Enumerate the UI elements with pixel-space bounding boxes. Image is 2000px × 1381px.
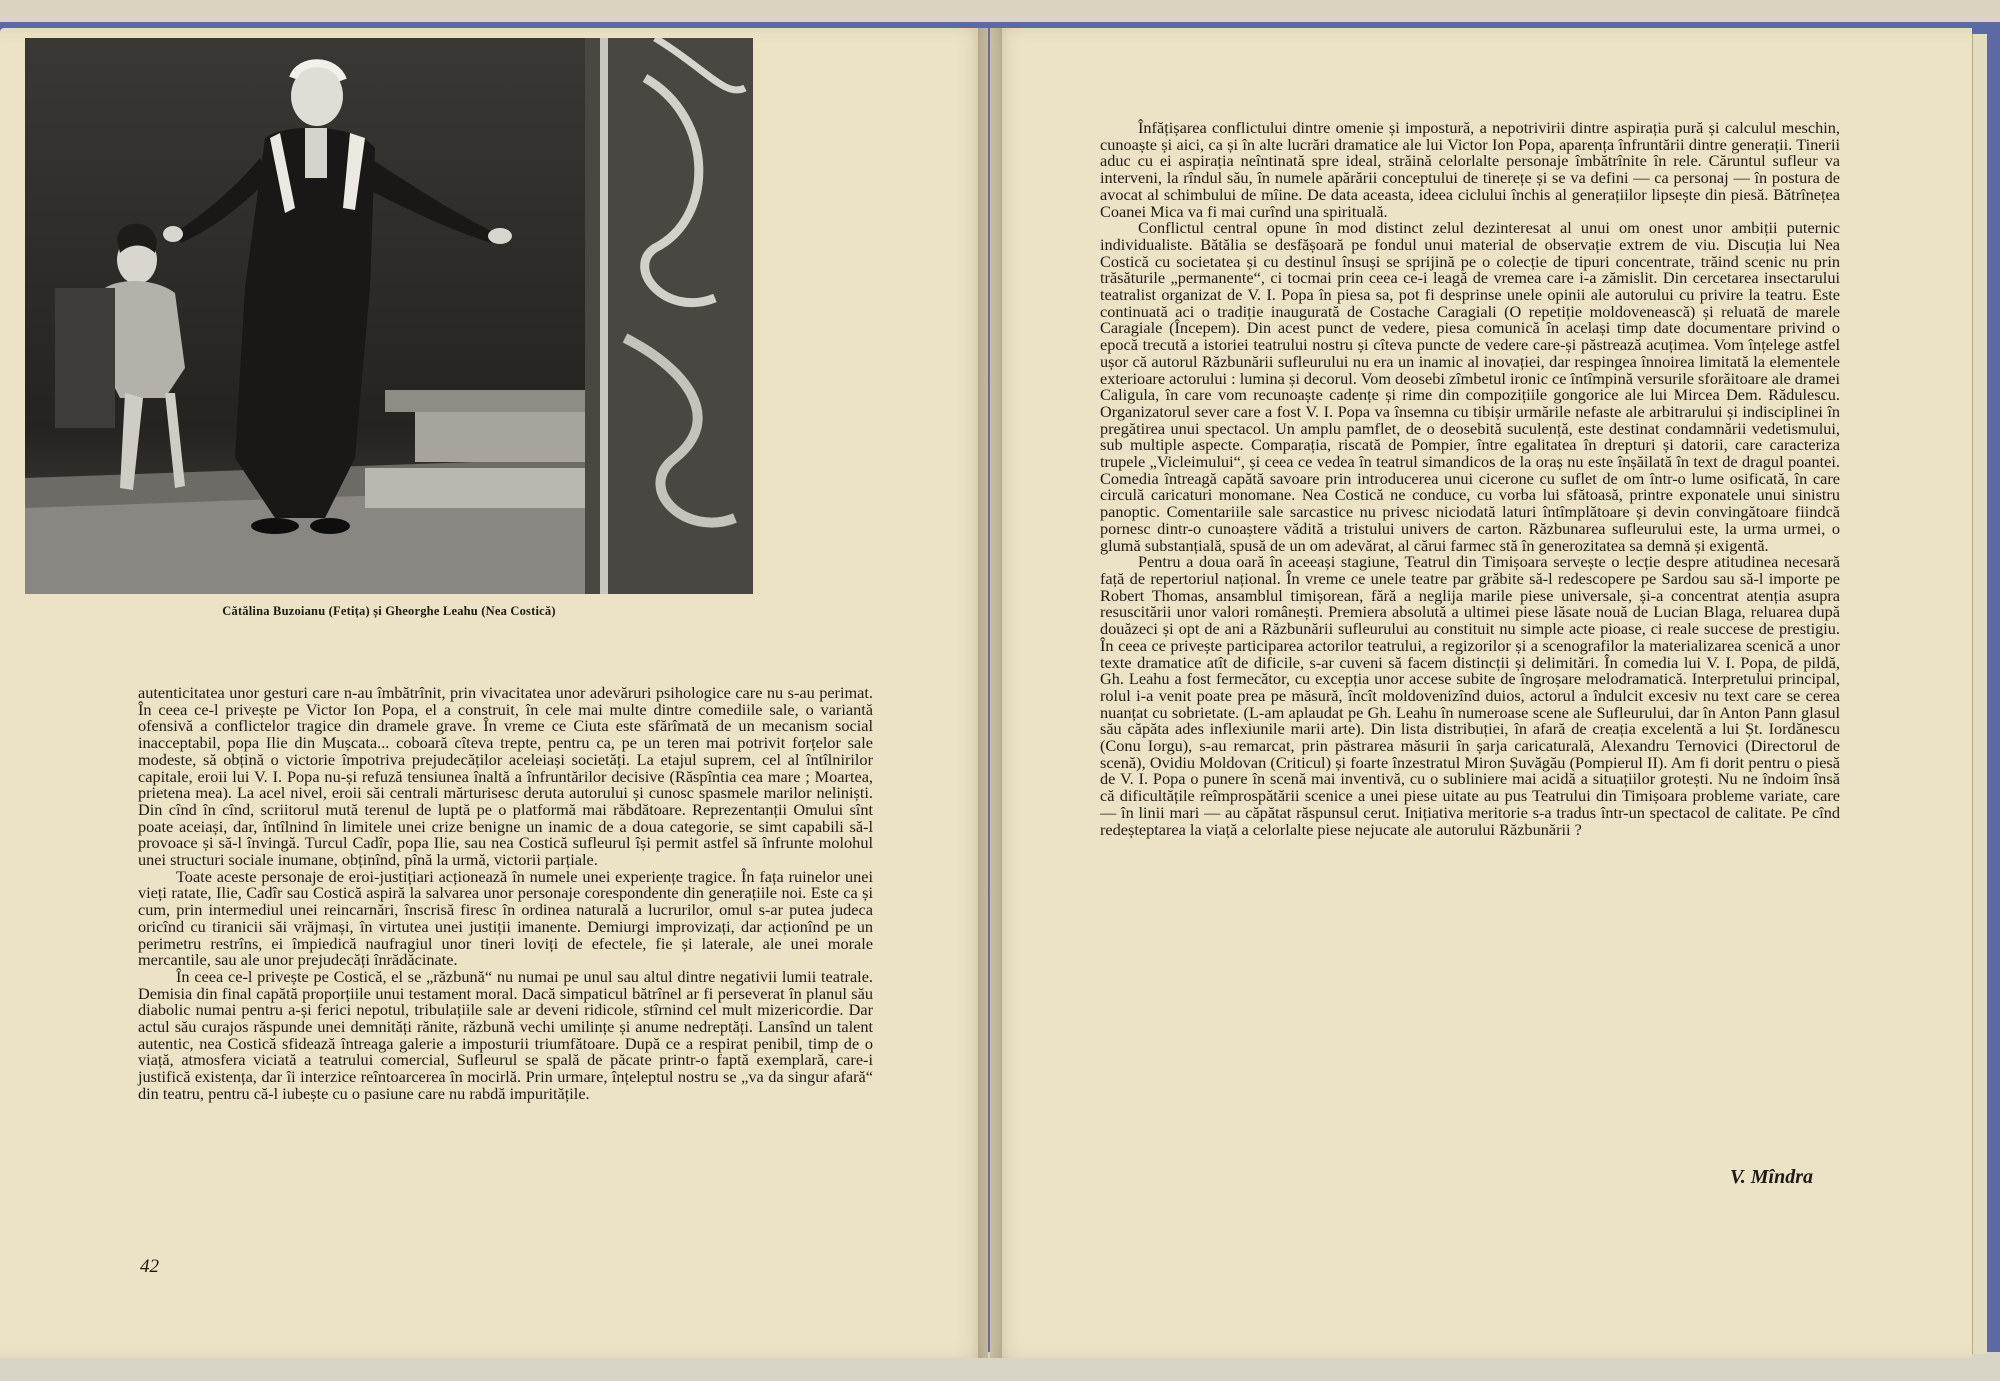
right-article-text	[1100, 120, 1840, 838]
left-paragraph-2: Toate aceste personaje de eroi-justițiari acționează în numele unei experiențe tragice. În fața ruinelor unei vieți ratate, Ilie, Cadîr sau Costică aspiră la salvarea unor personaje corespondente din generațiile noi. Este ca și cum, prin intermediul unei reincarnări, înscrisă firesc în ordinea naturală a lucrurilor, omul s-ar putea judeca oricînd cu tiranicii săi vrăjmași, în virtutea unei justiții imanente. Demiurgi improvizați, dar acționînd pe un perimetru restrîns, ei împiedică naufragiul unor tineri loviți de efectele, fie și laterale, ale unei morale mercantile, sau ale unor prejudecăți înrădăcinate.	[138, 866, 873, 970]
stage-photograph	[25, 38, 753, 594]
page-number: 42	[140, 1256, 159, 1277]
book-spine	[978, 28, 1002, 1358]
right-paragraph-1: Înfățișarea conflictului dintre omenie și impostură, a nepotrivirii dintre aspirația pură și calculul meschin, cunoaște și aici, ca și în alte lucrări dramatice ale lui Victor Ion Popa, aparența înfruntării dintre generații. Tinerii aduc cu ei aspirația neîntinată spre ideal, străină celorlalte personaje îmbătrînite în rele. Căruntul sufleur va interveni, la rîndul său, în numele apărării conceptului de tinerețe și se va defini — ca personaj — în postura de avocat al schimbului de mîine. De data aceasta, ideea ciclului închis al generațiilor lipsește din piesă. Bătrînețea Coanei Mica va fi mai curînd una spirituală.	[1100, 118, 1840, 221]
right-paragraph-2: Conflictul central opune în mod distinct zelul dezinteresat al unui om onest unor ambiții puternic individualiste. Bătălia se desfășoară pe fondul unui material de observație extrem de viu. Discuția lui Nea Costică cu societatea și cu destinul însuși se sprijină pe o colecție de tipuri concentrate, trăind scenic nu prin trăsăturile „permanente“, ci tocmai prin ceea ce-i leagă de vremea care i-a zămislit. Din cercetarea insectarului teatralist organizat de V. I. Popa în piesa sa, pot fi desprinse unele opinii ale autorului cu privire la teatru. Este continuată aci o tradiție inaugurată de Costache Caragiali (O repetiție moldovenească) și reluată de marele Caragiale (Începem). Din acest punct de vedere, piesa comunică în același timp date documentare privind o epocă trecută a istoriei teatrului nostru și cîteva puncte de vedere care-și păstrează acuțimea. Vom înțelege astfel ușor că autorul Răzbunării sufleurului nu era un inamic al inovației, dar respingea înnoirea limitată la elementele exterioare actorului : lumina și decorul. Vom deosebi zîmbetul ironic ce întîmpină versurile sforăitoare ale dramei Caligula, în care vom recunoaște cadențe și rime din compozițiile gongorice ale lui Mircea Dem. Rădulescu. Organizatorul sever care a fost V. I. Popa va însemna cu tibișir urmările nefaste ale arbitrarului și indisciplinei în pregătirea unui spectacol. Un amplu pamflet, de o deosebită suculență, este destinat condamnării vedetismului, sub multiple aspecte. Comparația, riscată de Pompier, între egalitatea în drepturi și datorii, care caracteriza trupele „Vicleimului“, și ceea ce vedea în teatrul simandicos de la oraș nu este înșăilată în text de dragul poantei. Comedia întreagă capătă savoare prin introducerea unui cicerone cu suflet de om într-o lume osificată, în care circulă caricaturi monomane. Nea Costică ne conduce, cu vorba lui sfătoasă, printre exponatele unui sinistru panoptic. Comentariile sale sarcastice nu privesc niciodată laturi întîmplătoare și devin convingătoare fiindcă pornesc dintr-o cunoaștere vădită a tristului univers de carton. Răzbunarea sufleurului este, la urma urmei, o glumă substanțială, spusă de un om adevărat, al cărui farmec stă în generozitatea sa demnă și exigentă.	[1100, 218, 1840, 555]
page-edge	[1972, 34, 1987, 1354]
photo-caption: Cătălina Buzoianu (Fetița) și Gheorghe Leahu (Nea Costică)	[222, 604, 556, 618]
right-paragraph-3: Pentru a doua oară în aceeași stagiune, Teatrul din Timișoara servește o lecție despre atitudinea necesară față de repertoriul național. În vreme ce unele teatre par grăbite să-l redescopere pe Sardou sau să-l importe pe Robert Thomas, ansamblul timișorean, fără a neglija marile piese universale, și-a concentrat atenția asupra resuscitării unor valori românești. Premiera absolută a ultimei piese lăsate nouă de Lucian Blaga, reluarea după douăzeci și opt de ani a Răzbunării sufleurului au constituit nu simple acte pioase, ci reale succese de prestigiu. În ceea ce privește participarea actorilor teatrului, a regizorilor și a scenografilor la materializarea scenică a unor texte dramatice atît de dificile, s-ar cuveni să facem distincții și delimitări. În comedia lui V. I. Popa, de pildă, Gh. Leahu a fost fermecător, cu excepția unor accese subite de îngroșare melodramatică. Interpretului principal, rolul i-a venit poate prea pe măsură, încît moldovenizînd duios, actorul a îndulcit excesiv nu text care se cerea nuanțat cu sobrietate. (L-am aplaudat pe Gh. Leahu în numeroase scene ale Sufleurului, dar în Anton Pann glasul său căpăta ades inflexiunile marii arte). Din lista distribuției, în afară de creația excelentă a lui Șt. Iordănescu (Conu Iorgu), s-au remarcat, prin păstrarea măsurii în șarja caricaturală, Alexandru Ternovici (Directorul de scenă), Ovidiu Moldovan (Criticul) și foarte înzestratul Miron Șuvăgău (Pompierul II). Am fi dorit pentru o piesă de V. I. Popa o punere în scenă mai inventivă, cu o subliniere mai acidă a situațiilor grotești. Nu ne îndoim însă că dificultățile reîmprospătării scenice a unei piese uitate au pus Teatrului din Timișoara probleme variate, care — în linii mari — au căpătat răspunsul cerut. Inițiativa meritorie s-a tradus într-un spectacol de calitate. Pe cînd redeșteptarea la viață a celorlalte piese nejucate ale autorului Răzbunării ?	[1100, 552, 1840, 839]
left-paragraph-1: autenticitatea unor gesturi care n-au îmbătrînit, prin vivacitatea unor adevăruri psihologice care nu s-au perimat. În ceea ce-l privește pe Victor Ion Popa, el a construit, în cele mai multe dintre comediile sale, o variantă ofensivă a conflictelor tragice din dramele grave. În vreme ce Ciuta este sfărîmată de un mecanism social inacceptabil, popa Ilie din Mușcata... coboară cîteva trepte, pentru ca, pe un teren mai potrivit forțelor sale modeste, să obțină o victorie împotriva prejudecăților aceleiași societăți. La etajul suprem, cel al întîlnirilor capitale, eroii lui V. I. Popa nu-și refuză tensiunea înaltă a înfruntărilor decisive (Răspîntia cea mare ; Moartea, prietena mea). La acel nivel, eroii săi centrali mărturisesc deruta autorului și cunosc spasmele marilor neliniști. Din cînd în cînd, scriitorul mută terenul de luptă pe o platformă mai răbdătoare. Reprezentanții Omului sînt poate aceiași, dar, întîlnind în limitele unei crize benigne un inamic de a doua categorie, se simt capabili să-l provoace și să-l învingă. Turcul Cadîr, popa Ilie, sau nea Costică sufleurul își permit astfel să înfrunte molohul unei structuri sociale inumane, obținînd, pînă la urmă, victorii parțiale.	[138, 683, 873, 870]
book-cover-top	[0, 0, 2000, 22]
author-signature: V. Mîndra	[1730, 1166, 1814, 1188]
left-paragraph-3: În ceea ce-l privește pe Costică, el se „răzbună“ nu numai pe unul sau altul dintre negativii lumii teatrale. Demisia din final capătă proporțiile unui testament moral. Dacă simpaticul bătrînel ar fi perseverat în planul său diabolic numai pentru a-și ferici nepotul, tribulațiile sale ar deveni ridicole, stîrnind cel mult mizericordie. Dar actul său curajos răspunde unei demnități rănite, răzbună vechi umilințe și anume nedreptăți. Lansînd un talent autentic, nea Costică sfidează întreaga galerie a imposturii triumfătoare. După ce a respirat penibil, timp de o viață, atmosfera viciată a teatrului comercial, Sufleurul se spală de păcate printr-o faptă exemplară, care-i justifică existența, dar îi interzice reîntoarcerea în mocirlă. Prin urmare, înțeleptul nostru se „va da singur afară“ din teatru, pentru că-l iubește cu o pasiune care nu rabdă impuritățile.	[138, 966, 873, 1103]
left-article-text	[138, 685, 873, 1103]
